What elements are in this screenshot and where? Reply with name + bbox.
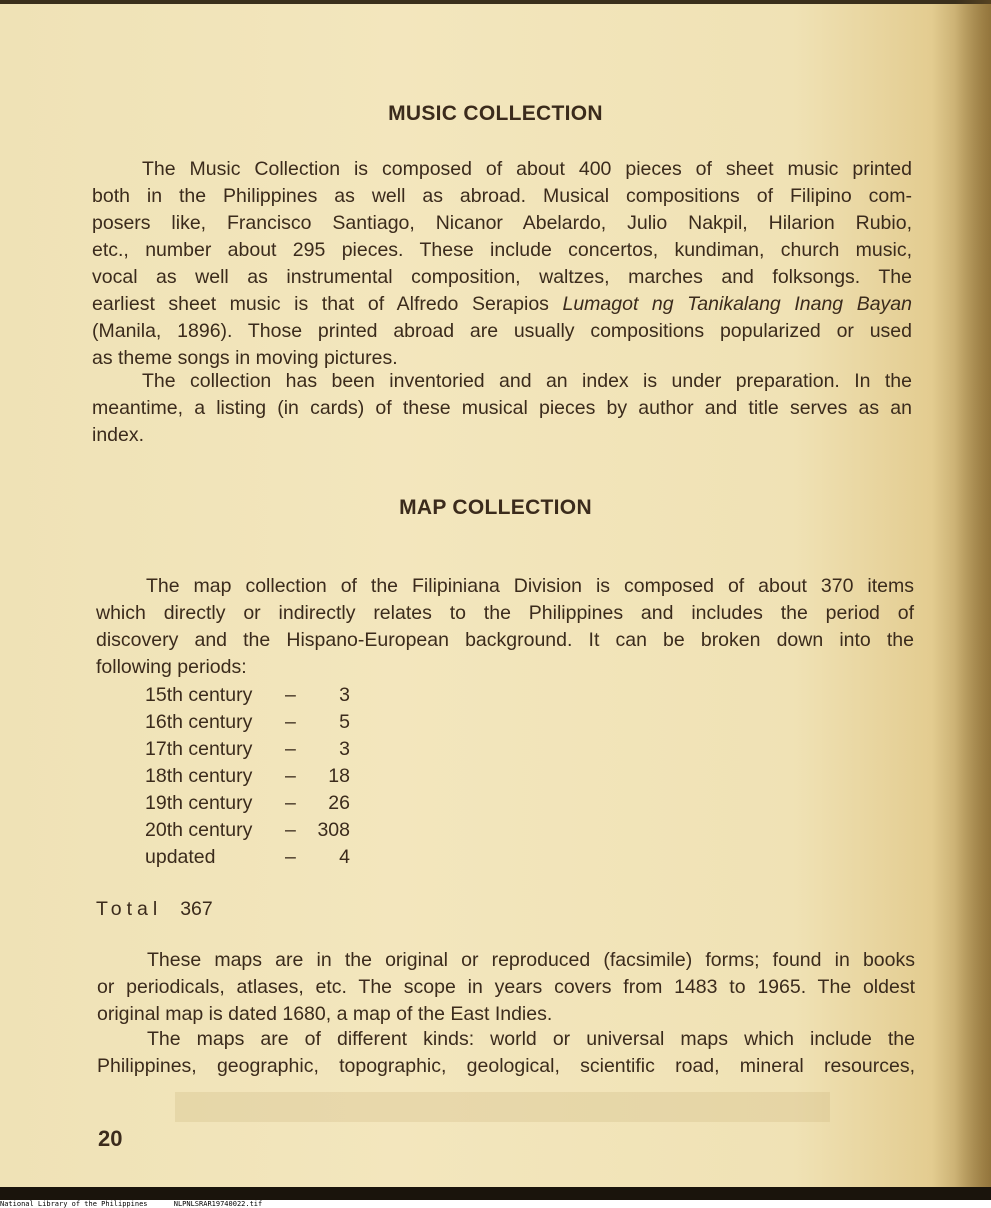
period-row	[145, 709, 365, 736]
period-count: 3	[339, 738, 350, 760]
period-count: 3	[339, 684, 350, 706]
text-line	[92, 291, 912, 318]
period-dash: –	[285, 792, 296, 814]
text-line: which directly or indirectly relates to the Philippines and includes the period of	[96, 602, 914, 624]
footer-file-id: NLPNLSRAR19740022.tif	[173, 1200, 263, 1208]
period-label: 16th century	[145, 711, 253, 733]
period-count: 4	[339, 846, 350, 868]
period-dash: –	[285, 765, 296, 787]
text-line: following periods:	[96, 656, 247, 678]
period-row	[145, 736, 365, 763]
map-paragraph-2	[97, 947, 915, 1028]
period-count: 308	[317, 819, 350, 841]
music-collection-heading: MUSIC COLLECTION	[388, 102, 603, 125]
text-line: The collection has been inventoried and an index is under preparation. In the	[142, 370, 912, 392]
total-label: Total	[96, 898, 163, 920]
period-dash: –	[285, 819, 296, 841]
page-number: 20	[98, 1126, 123, 1151]
scan-bottom-edge	[0, 1187, 991, 1200]
text-line: posers like, Francisco Santiago, Nicanor Abelardo, Julio Nakpil, Hilarion Rubio,	[92, 212, 912, 234]
text-line: original map is dated 1680, a map of the East Indies.	[97, 1003, 553, 1025]
period-row	[145, 844, 365, 871]
period-label: updated	[145, 846, 216, 868]
period-row	[145, 790, 365, 817]
text-line: meantime, a listing (in cards) of these musical pieces by author and title serves as an	[92, 397, 912, 419]
total-value: 367	[180, 898, 213, 920]
period-breakdown-list	[145, 682, 365, 871]
period-dash: –	[285, 711, 296, 733]
text-line: The Music Collection is composed of about 400 pieces of sheet music printed	[142, 158, 912, 180]
period-label: 20th century	[145, 819, 253, 841]
period-dash: –	[285, 846, 296, 868]
period-row	[145, 682, 365, 709]
footer-library: National Library of the Philippines	[0, 1200, 148, 1208]
map-paragraph-1	[96, 573, 914, 681]
song-title: Lumagot ng Tanikalang Inang Bayan	[562, 293, 912, 315]
period-dash: –	[285, 684, 296, 706]
text-line: The map collection of the Filipiniana Division is composed of about 370 items	[146, 575, 914, 597]
text-segment: earliest sheet music is that of Alfredo Serapios	[92, 293, 563, 315]
text-line: index.	[92, 424, 145, 446]
period-count: 26	[328, 792, 350, 814]
period-label: 18th century	[145, 765, 253, 787]
period-count: 18	[328, 765, 350, 787]
period-count: 5	[339, 711, 350, 733]
text-line: etc., number about 295 pieces. These include concertos, kundiman, church music,	[92, 239, 912, 261]
text-line: vocal as well as instrumental composition, waltzes, marches and folksongs. The	[92, 266, 912, 288]
text-line: Philippines, geographic, topographic, geological, scientific road, mineral resources,	[97, 1055, 915, 1077]
period-dash: –	[285, 738, 296, 760]
text-line: both in the Philippines as well as abroad. Musical compositions of Filipino com-	[92, 185, 912, 207]
text-line: discovery and the Hispano-European background. It can be broken down into the	[96, 629, 914, 651]
page-top-edge	[0, 0, 991, 4]
bleed-through-shadow	[175, 1092, 830, 1122]
page-binding-shadow	[955, 0, 991, 1190]
map-collection-heading: MAP COLLECTION	[399, 496, 592, 519]
text-line: These maps are in the original or reproduced (facsimile) forms; found in books	[147, 949, 915, 971]
scan-footer	[0, 1200, 991, 1208]
period-label: 17th century	[145, 738, 253, 760]
music-paragraph-1	[92, 156, 912, 372]
text-line: as theme songs in moving pictures.	[92, 347, 398, 369]
text-line: or periodicals, atlases, etc. The scope in years covers from 1483 to 1965. The oldest	[97, 976, 915, 998]
period-row	[145, 763, 365, 790]
period-label: 19th century	[145, 792, 253, 814]
text-line: (Manila, 1896). Those printed abroad are usually compositions popularized or used	[92, 320, 912, 342]
music-paragraph-2	[92, 368, 912, 449]
period-row	[145, 817, 365, 844]
text-line: The maps are of different kinds: world or universal maps which include the	[147, 1028, 915, 1050]
period-label: 15th century	[145, 684, 253, 706]
total-line	[96, 896, 213, 923]
map-paragraph-3	[97, 1026, 915, 1080]
